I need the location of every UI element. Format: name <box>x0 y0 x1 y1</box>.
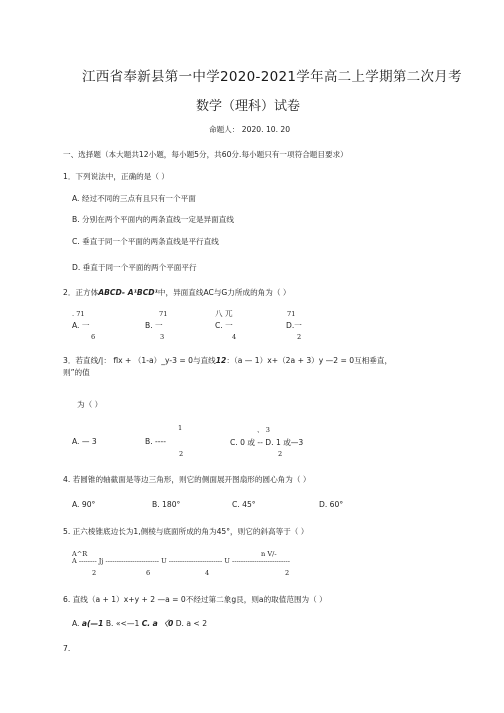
page-subtitle: 数学（理科）试卷 <box>196 99 301 114</box>
question-2-denominator-d: 2 <box>297 333 302 341</box>
question-6-options <box>72 618 207 629</box>
question-5-numerator-d: n V/- <box>261 550 277 558</box>
question-4-option-b: B. 180° <box>152 500 181 509</box>
question-2-numerator-b: 71 <box>159 310 168 318</box>
question-2-denominator-a: 6 <box>91 333 96 341</box>
question-6-option-a-label: A. <box>72 619 80 628</box>
question-3-stem-line3: 为（ ） <box>77 400 103 409</box>
question-5-denominator-c: 4 <box>205 569 210 577</box>
question-6-option-d: D. a < 2 <box>175 619 208 628</box>
question-6-option-a-value: a(—1 <box>81 619 104 628</box>
question-3-denominator-d: 2 <box>278 450 283 458</box>
question-5-denominator-d: 2 <box>285 569 290 577</box>
question-6-stem: 6. 直线（a + 1）x+y + 2 —a = 0不经过第二象g艮，则a的取值范围为（ ） <box>63 595 327 604</box>
question-2-option-c: C. 一 <box>215 321 233 330</box>
question-3-stem-line1 <box>63 355 392 366</box>
question-1-option-b: B. 分别在两个平面内的两条直线一定是异面直线 <box>72 215 234 224</box>
question-2-option-a: A. 一 <box>72 321 90 330</box>
question-2-numerator-d: 71 <box>287 310 296 318</box>
question-1-option-d: D. 垂直于同一个平面的两个平面平行 <box>72 263 197 272</box>
question-5-denominator-a: 2 <box>92 569 97 577</box>
question-2-denominator-b: 3 <box>160 333 165 341</box>
question-6-option-b: B. «<—1 <box>105 619 140 628</box>
question-2-stem <box>63 287 290 298</box>
question-3-line-label: 12 <box>215 356 227 365</box>
question-2-option-b: B. 一 <box>145 321 163 330</box>
question-6-option-c-label: C. <box>141 619 151 628</box>
question-3-option-a: A. — 3 <box>72 437 97 446</box>
question-4-option-a: A. 90° <box>72 500 96 509</box>
question-2-numerator-c: 八 兀 <box>215 309 233 318</box>
question-2-numerator-a: . 71 <box>72 310 85 318</box>
question-3-option-cd: C. 0 或 -- D. 1 或—3 <box>230 438 304 447</box>
question-7-stem: 7. <box>63 644 71 653</box>
question-6-option-c-value: a 〈0 <box>152 619 174 628</box>
question-3-stem-line2: 则”的值 <box>63 368 90 377</box>
question-3-option-b: B. ---- <box>145 437 166 446</box>
question-4-option-d: D. 60° <box>319 500 344 509</box>
question-2-cube-name: ABCD- A¹BCD¹ <box>98 288 158 297</box>
question-3-denominator-b: 2 <box>179 450 184 458</box>
question-2-denominator-c: 4 <box>232 333 237 341</box>
question-3-stem-part1: 3．若直线/|： flx + （1-a）_y-3 = 0与直线 <box>63 356 216 365</box>
question-4-stem: 4. 若圆锥的轴截面是等边三角形，则它的侧面展开图扇形的圆心角为（ ） <box>63 475 311 484</box>
question-3-stem-part2: ：（a — 1）x+（2a + 3）y —2 = 0互相垂直， <box>226 356 393 365</box>
question-5-stem: 5. 正六棱锥底边长为1,侧棱与底面所成的角为45°，则它的斜高等于（ ） <box>63 527 309 536</box>
question-5-options-line: A -------- Jj ------------------------ U ------------------------ U -------------------------- <box>72 557 290 565</box>
question-1-option-a: A. 经过不同的三点有且只有一个平面 <box>72 194 196 203</box>
question-2-option-d: D.一 <box>286 321 302 330</box>
question-2-stem-start: 2．正方体 <box>63 288 99 297</box>
question-3-numerator-c: 1 <box>178 424 183 432</box>
author-line: 命题人： 2020. 10. 20 <box>209 125 291 134</box>
question-5-denominator-b: 6 <box>146 569 151 577</box>
question-2-stem-end: 中，异面直线AC与G力所成的角为（ ） <box>157 288 291 297</box>
section-heading: 一、选择题（本大题共12小题，每小题5分，共60分.每小题只有一项符合题目要求） <box>63 150 348 159</box>
question-1-option-c: C. 垂直于同一个平面的两条直线是平行直线 <box>72 237 219 246</box>
question-5-numerator-a: A^R <box>72 550 88 558</box>
question-1-stem: 1．下列说法中，正确的是（ ） <box>63 172 169 181</box>
question-3-numerator-d: 、 3 <box>257 426 270 434</box>
page-title: 江西省奉新县第一中学2020-2021学年高二上学期第二次月考 <box>82 69 462 85</box>
question-4-option-c: C. 45° <box>232 500 256 509</box>
